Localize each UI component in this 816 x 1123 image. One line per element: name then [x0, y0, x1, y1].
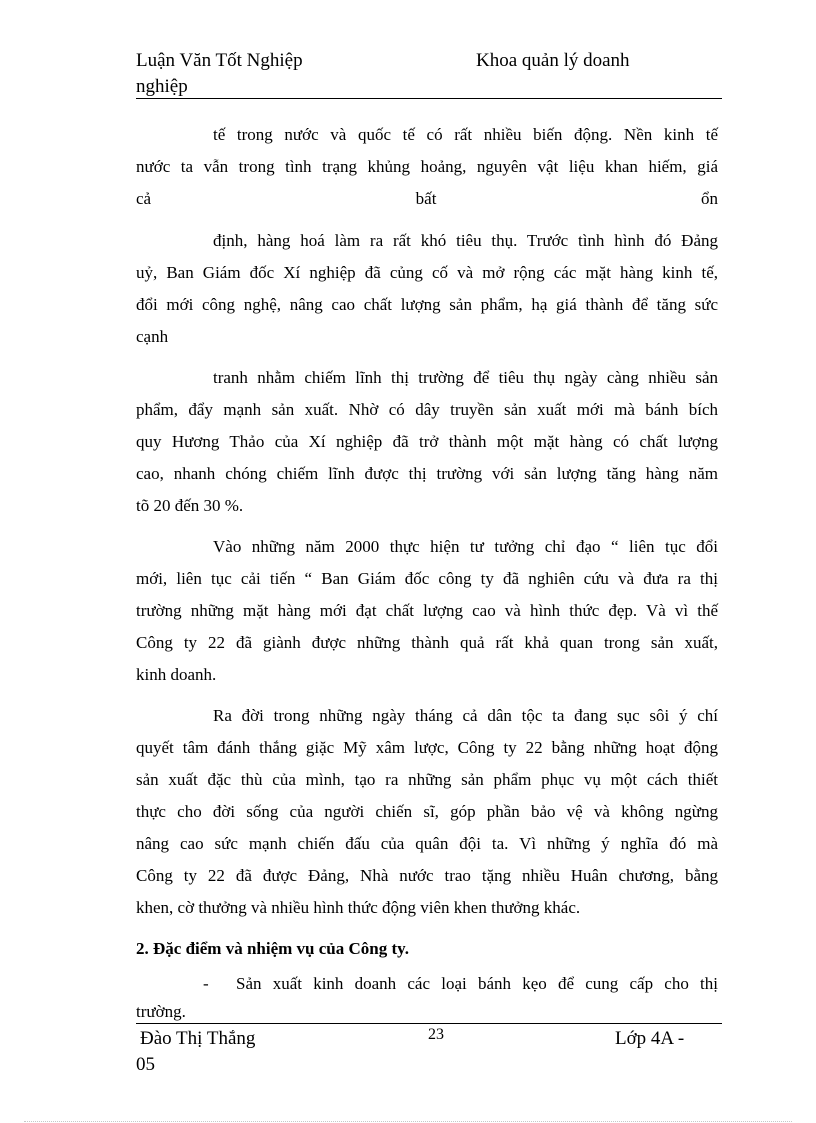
- text-line: cả bất ổn: [136, 189, 718, 208]
- footer-author: Đào Thị Thắng: [140, 1028, 256, 1049]
- text-line: định, hàng hoá làm ra rất khó tiêu thụ. Trước tình hình đó Đảng: [213, 231, 718, 250]
- text-line: nâng cao sức mạnh chiến đấu của quân đội ta. Vì những ý nghĩa đó mà: [136, 834, 718, 853]
- header-thesis-title: Luận Văn Tốt Nghiệp: [136, 50, 303, 71]
- text-line: tế trong nước và quốc tế có rất nhiều biến động. Nền kinh tế: [213, 125, 718, 144]
- text-line: cạnh: [136, 327, 169, 346]
- text-line: sản xuất đặc thù của mình, tạo ra những sản phẩm phục vụ một cách thiết: [136, 770, 718, 789]
- page-bottom-dotted-border: [24, 1121, 792, 1122]
- bullet-text-line-cont: trường.: [136, 1002, 186, 1021]
- text-line: uỷ, Ban Giám đốc Xí nghiệp đã củng cố và mở rộng các mặt hàng kinh tế,: [136, 263, 718, 282]
- page-number: 23: [428, 1026, 444, 1043]
- header-rule: [136, 98, 722, 99]
- text-line: tõ 20 đến 30 %.: [136, 496, 244, 515]
- section-heading: 2. Đặc điểm và nhiệm vụ của Công ty.: [136, 939, 409, 958]
- text-line: mới, liên tục cải tiến “ Ban Giám đốc công ty đã nghiên cứu và đưa ra thị: [136, 569, 718, 588]
- text-line: thực cho đời sống của người chiến sĩ, góp phần bảo vệ và không ngừng: [136, 802, 718, 821]
- text-line: Ra đời trong những ngày tháng cả dân tộc ta đang sục sôi ý chí: [213, 706, 718, 725]
- text-line: Vào những năm 2000 thực hiện tư tưởng chỉ đạo “ liên tục đổi: [213, 537, 718, 556]
- text-line: tranh nhằm chiếm lĩnh thị trường để tiêu thụ ngày càng nhiều sản: [213, 368, 718, 387]
- bullet-text-line: Sản xuất kinh doanh các loại bánh kẹo để cung cấp cho thị: [236, 974, 718, 993]
- text-line: trường những mặt hàng mới đạt chất lượng cao và hình thức đẹp. Và vì thế: [136, 601, 718, 620]
- header-thesis-title-cont: nghiệp: [136, 76, 188, 97]
- text-line: Công ty 22 đã giành được những thành quả rất khả quan trong sản xuất,: [136, 633, 718, 652]
- text-line: cao, nhanh chóng chiếm lĩnh được thị trường với sản lượng tăng hàng năm: [136, 464, 718, 483]
- footer-class-cont: 05: [136, 1054, 155, 1075]
- text-line: Công ty 22 đã được Đảng, Nhà nước trao tặng nhiều Huân chương, bằng: [136, 866, 718, 885]
- header-faculty: Khoa quản lý doanh: [476, 50, 630, 71]
- bullet-dash: -: [203, 974, 209, 993]
- text-line: quy Hương Thảo của Xí nghiệp đã trở thành một mặt hàng có chất lượng: [136, 432, 718, 451]
- text-line: nước ta vẫn trong tình trạng khủng hoảng, nguyên vật liệu khan hiếm, giá: [136, 157, 718, 176]
- text-line: phẩm, đẩy mạnh sản xuất. Nhờ có dây truyền sản xuất mới mà bánh bích: [136, 400, 718, 419]
- footer-class: Lớp 4A -: [615, 1028, 685, 1049]
- text-line: khen, cờ thưởng và nhiều hình thức động viên khen thưởng khác.: [136, 898, 581, 917]
- text-line: kinh doanh.: [136, 665, 217, 684]
- text-line: đổi mới công nghệ, nâng cao chất lượng sản phẩm, hạ giá thành để tăng sức: [136, 295, 718, 314]
- text-line: quyết tâm đánh thắng giặc Mỹ xâm lược, Công ty 22 bằng những hoạt động: [136, 738, 718, 757]
